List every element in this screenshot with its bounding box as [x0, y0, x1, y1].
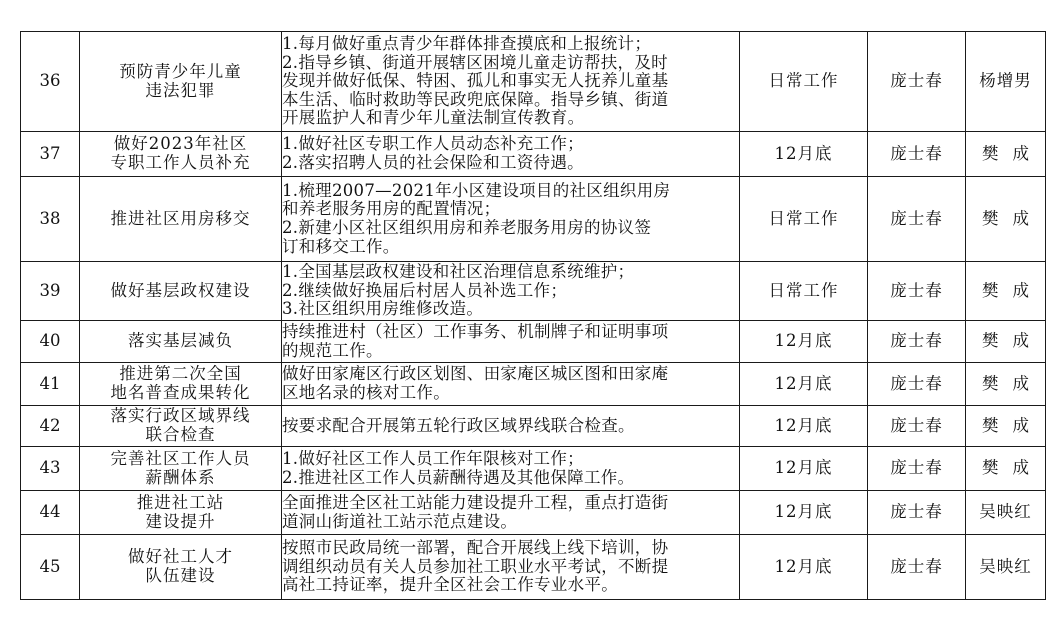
task-content-line: 2.指导乡镇、街道开展辖区困境儿童走访帮扶，及时 [282, 52, 668, 72]
task-leader: 庞士春 [868, 132, 966, 177]
task-responsible-person [966, 535, 1046, 600]
task-content [282, 363, 740, 406]
table-row [21, 491, 1046, 535]
task-name [80, 32, 282, 132]
task-content-line: 1.做好社区工作人员工作年限核对工作； [282, 448, 584, 468]
task-responsible-person [966, 32, 1046, 132]
task-leader: 庞士春 [868, 535, 966, 600]
task-content-line: 调组织动员有关人员参加社工职业水平考试，不断提 [282, 556, 669, 576]
task-content-line: 道洞山街道社工站示范点建设。 [282, 511, 518, 531]
task-name [80, 447, 282, 491]
task-deadline: 12月底 [740, 132, 868, 177]
task-number: 36 [21, 32, 80, 132]
responsible-person-name: 樊成 [982, 458, 1043, 478]
task-content-line: 持续推进村（社区）工作事务、机制牌子和证明事项 [282, 321, 669, 341]
task-content-line: 2.继续做好换届后村居人员补选工作； [282, 280, 568, 300]
task-name-line: 推进社工站 [136, 492, 225, 512]
task-name-line: 队伍建设 [145, 566, 216, 585]
task-content [282, 406, 740, 447]
task-number: 42 [21, 406, 80, 447]
task-deadline: 12月底 [740, 406, 868, 447]
task-content [282, 321, 740, 363]
task-name [80, 177, 282, 262]
task-name-line: 落实基层减负 [128, 331, 233, 351]
task-leader: 庞士春 [868, 32, 966, 132]
task-content [282, 262, 740, 321]
responsible-person-name: 吴映红 [979, 502, 1032, 522]
table-row [21, 447, 1046, 491]
task-deadline: 12月底 [740, 535, 868, 600]
task-content-line: 2.新建小区社区组织用房和养老服务用房的协议签 [282, 218, 652, 237]
task-name [80, 363, 282, 406]
responsible-person-name: 樊成 [982, 143, 1043, 163]
table-row [21, 406, 1046, 447]
task-content [282, 32, 740, 132]
task-content-line: 做好田家庵区行政区划图、田家庵区城区图和田家庵 [282, 364, 669, 384]
task-number: 39 [21, 262, 80, 321]
task-number: 44 [21, 491, 80, 535]
task-name-line: 做好基层政权建设 [110, 280, 251, 300]
table-row [21, 32, 1046, 132]
task-content-line: 区地名录的核对工作。 [282, 383, 450, 402]
task-content-line: 1.梳理2007—2021年小区建设项目的社区组织用房 [282, 180, 671, 200]
task-leader: 庞士春 [868, 447, 966, 491]
task-content [282, 491, 740, 535]
table-row [21, 262, 1046, 321]
table-row [21, 363, 1046, 406]
task-name-line: 做好2023年社区 [113, 134, 248, 154]
task-name-line: 推进社区用房移交 [110, 208, 251, 228]
task-number: 43 [21, 447, 80, 491]
task-deadline: 12月底 [740, 321, 868, 363]
table-row [21, 321, 1046, 363]
task-content [282, 132, 740, 177]
task-name-line: 薪酬体系 [145, 467, 216, 487]
task-name-line: 专职工作人员补充 [110, 153, 251, 172]
task-content [282, 535, 740, 600]
task-content [282, 177, 740, 262]
task-responsible-person [966, 262, 1046, 321]
task-number: 40 [21, 321, 80, 363]
task-name-line: 做好社工人才 [128, 547, 233, 567]
task-number: 37 [21, 132, 80, 177]
task-name-line: 违法犯罪 [145, 80, 216, 100]
task-deadline: 日常工作 [740, 177, 868, 262]
responsible-person-name: 樊成 [982, 208, 1043, 228]
task-leader: 庞士春 [868, 363, 966, 406]
task-name-line: 推进第二次全国 [119, 364, 242, 384]
task-content-line: 本生活、临时救助等民政兜底保障。指导乡镇、街道 [282, 89, 669, 109]
task-content-line: 和养老服务用房的配置情况； [282, 199, 501, 219]
responsible-person-name: 樊成 [982, 331, 1043, 351]
task-content-line: 全面推进全区社工站能力建设提升工程，重点打造街 [282, 492, 669, 512]
task-responsible-person [966, 491, 1046, 535]
task-number: 45 [21, 535, 80, 600]
task-leader: 庞士春 [868, 406, 966, 447]
table-row [21, 535, 1046, 600]
task-name [80, 406, 282, 447]
table-row [21, 132, 1046, 177]
task-leader: 庞士春 [868, 177, 966, 262]
task-name [80, 321, 282, 363]
task-deadline: 12月底 [740, 363, 868, 406]
task-content-line: 2.落实招聘人员的社会保险和工资待遇。 [282, 153, 584, 172]
task-number: 38 [21, 177, 80, 262]
task-name-line: 联合检查 [145, 425, 216, 444]
table-body [21, 32, 1046, 600]
task-deadline: 日常工作 [740, 32, 868, 132]
task-number: 41 [21, 363, 80, 406]
work-task-table [20, 31, 1046, 600]
task-content-line: 开展监护人和青少年儿童法制宣传教育。 [282, 108, 585, 128]
task-responsible-person [966, 132, 1046, 177]
task-responsible-person [966, 447, 1046, 491]
task-name [80, 535, 282, 600]
task-content [282, 447, 740, 491]
task-deadline: 12月底 [740, 491, 868, 535]
task-content-line: 发现并做好低保、特困、孤儿和事实无人抚养儿童基 [282, 71, 669, 91]
task-content-line: 3.社区组织用房维修改造。 [282, 299, 484, 319]
task-name [80, 491, 282, 535]
responsible-person-name: 吴映红 [979, 556, 1032, 576]
task-responsible-person [966, 177, 1046, 262]
task-content-line: 1.做好社区专职工作人员动态补充工作； [282, 134, 584, 154]
task-content-line: 2.推进社区工作人员薪酬待遇及其他保障工作。 [282, 467, 635, 487]
task-content-line: 按要求配合开展第五轮行政区域界线联合检查。 [282, 415, 635, 435]
task-deadline: 12月底 [740, 447, 868, 491]
task-name-line: 地名普查成果转化 [110, 383, 251, 402]
task-name-line: 完善社区工作人员 [110, 448, 251, 468]
task-name-line: 落实行政区域界线 [110, 406, 251, 426]
task-leader: 庞士春 [868, 491, 966, 535]
task-content-line: 高社工持证率，提升全区社会工作专业水平。 [282, 575, 618, 595]
task-responsible-person [966, 363, 1046, 406]
table-row [21, 177, 1046, 262]
task-deadline: 日常工作 [740, 262, 868, 321]
task-leader: 庞士春 [868, 262, 966, 321]
task-leader: 庞士春 [868, 321, 966, 363]
responsible-person-name: 樊成 [982, 415, 1043, 435]
task-content-line: 1.全国基层政权建设和社区治理信息系统维护； [282, 262, 635, 282]
responsible-person-name: 樊成 [982, 373, 1043, 393]
task-responsible-person [966, 406, 1046, 447]
task-name [80, 262, 282, 321]
task-name-line: 预防青少年儿童 [119, 61, 242, 81]
task-name-line: 建设提升 [145, 511, 216, 531]
responsible-person-name: 杨增男 [979, 71, 1032, 91]
task-content-line: 按照市民政局统一部署，配合开展线上线下培训，协 [282, 538, 669, 558]
task-responsible-person [966, 321, 1046, 363]
task-content-line: 的规范工作。 [282, 340, 383, 360]
task-content-line: 1.每月做好重点青少年群体排查摸底和上报统计； [282, 34, 652, 54]
responsible-person-name: 樊成 [982, 280, 1043, 300]
task-content-line: 订和移交工作。 [282, 236, 400, 256]
task-name [80, 132, 282, 177]
